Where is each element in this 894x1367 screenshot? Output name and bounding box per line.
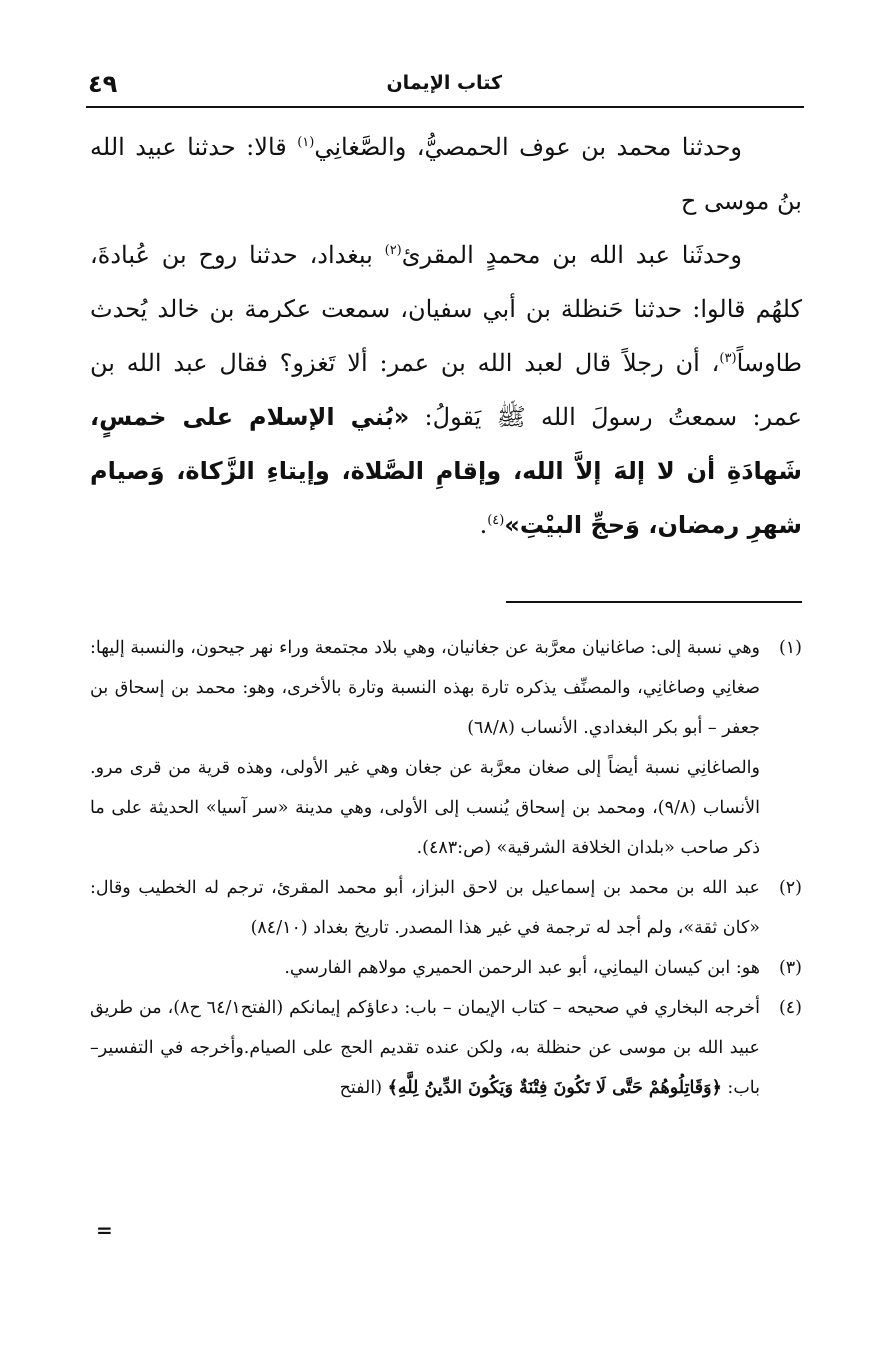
footnote-3-number: (٣) xyxy=(778,958,802,978)
main-text xyxy=(90,120,802,552)
footnote-2-number: (٢) xyxy=(778,878,802,898)
quran-verse: ﴿وَقَاتِلُوهُمْ حَتَّى لَا تَكُونَ فِتْنَةٌ وَيَكُونَ الدِّينُ لِلَّهِ﴾ xyxy=(387,1078,722,1098)
footnote-ref-2: (٢) xyxy=(384,243,402,258)
page-header xyxy=(86,66,804,106)
footnote-divider xyxy=(506,601,802,603)
paragraph-2 xyxy=(90,228,802,552)
paragraph-1 xyxy=(90,120,802,228)
footnote-3 xyxy=(90,948,802,988)
footnote-1-continuation xyxy=(90,748,802,868)
continuation-mark: = xyxy=(96,1218,113,1242)
page-number: ٤٩ xyxy=(88,70,118,98)
paragraph-2-text-d: . xyxy=(479,511,488,539)
footnote-1 xyxy=(90,628,802,748)
footnote-ref-4: (٤) xyxy=(487,513,505,528)
paragraph-2-text-a: وحدثَنا عبد الله بن محمدٍ المقرئ xyxy=(401,241,742,269)
footnote-1-text: وهي نسبة إلى: صاغانيان معرَّبة عن جغانيان، وهي بلاد مجتمعة وراء نهر جيحون، والنسبة إليها: صغانِي وصاغانِي، والمصنِّف يذكره تارة بهذه النسبة وتارة بالأخرى، وهو: محمد بن إسحاق بن جعفر – أبو بكر البغدادي. الأنساب (٦٨/٨) xyxy=(90,638,760,738)
running-title: كتاب الإيمان xyxy=(386,72,502,94)
footnote-2-text: عبد الله بن محمد بن إسماعيل بن لاحق البزاز، أبو محمد المقرئ، ترجم له الخطيب وقال: «كان ثقة»، ولم أجد له ترجمة في غير هذا المصدر. تاريخ بغداد (٨٤/١٠) xyxy=(90,878,760,938)
footnote-ref-1: (١) xyxy=(297,135,315,150)
footnote-4 xyxy=(90,988,802,1108)
paragraph-1-text-a: وحدثنا محمد بن عوف الحمصيُّ، والصَّغانِي xyxy=(314,133,743,161)
footnote-ref-3: (٣) xyxy=(719,351,737,366)
footnote-1-continuation-text: والصاغانِي نسبة أيضاً إلى صغان معرَّبة عن جغان وهي غير الأولى، وهذه قرية من قرى مرو. الأنساب (٩/٨)، ومحمد بن إسحاق يُنسب إلى الأولى، وهي مدينة «سر آسيا» الحديثة على ما ذكر صاحب «بلدان الخلافة الشرقية» (ص:٤٨٣). xyxy=(90,758,760,858)
footnote-4-text-a: أخرجه البخاري في صحيحه – كتاب الإيمان – باب: دعاؤكم إيمانكم (الفتح٦٤/١ ح٨)، من طريق عبيد الله بن موسى عن حنظلة به، ولكن عنده تقديم الحج على الصيام.وأخرجه في التفسير– باب: xyxy=(90,998,760,1098)
footnote-3-text: هو: ابن كيسان اليمانِي، أبو عبد الرحمن الحميري مولاهم الفارسي. xyxy=(284,958,760,978)
footnote-1-number: (١) xyxy=(778,638,802,658)
footnote-4-text-b: (الفتح xyxy=(339,1078,388,1098)
paragraph-2-text-c: ، أن رجلاً قال لعبد الله بن عمر: ألا تَغزو؟ فقال عبد الله بن عمر: سمعتُ رسولَ الله ﷺ يَقولُ: xyxy=(90,349,802,431)
paragraph-1-text-b: قالا: حدثنا عبيد الله بنُ موسى ح xyxy=(90,133,802,215)
hadith-text: «بُني الإسلام على خمسٍ، شَهادَةِ أن لا إلهَ إلاَّ الله، وإقامِ الصَّلاة، وإيتاءِ الزَّكاة، وَصيام شهرِ رمضان، وَحجِّ البيْتِ» xyxy=(90,403,802,539)
footnote-2 xyxy=(90,868,802,948)
paragraph-2-text-b: ببغداد، حدثنا روح بن عُبادةَ، كلهُم قالوا: حدثنا حَنظلة بن أبي سفيان، سمعت عكرمة بن خالد يُحدث طاوساً xyxy=(90,241,802,377)
footnotes xyxy=(90,628,802,1108)
footnote-4-number: (٤) xyxy=(778,998,802,1018)
header-divider xyxy=(86,106,804,108)
